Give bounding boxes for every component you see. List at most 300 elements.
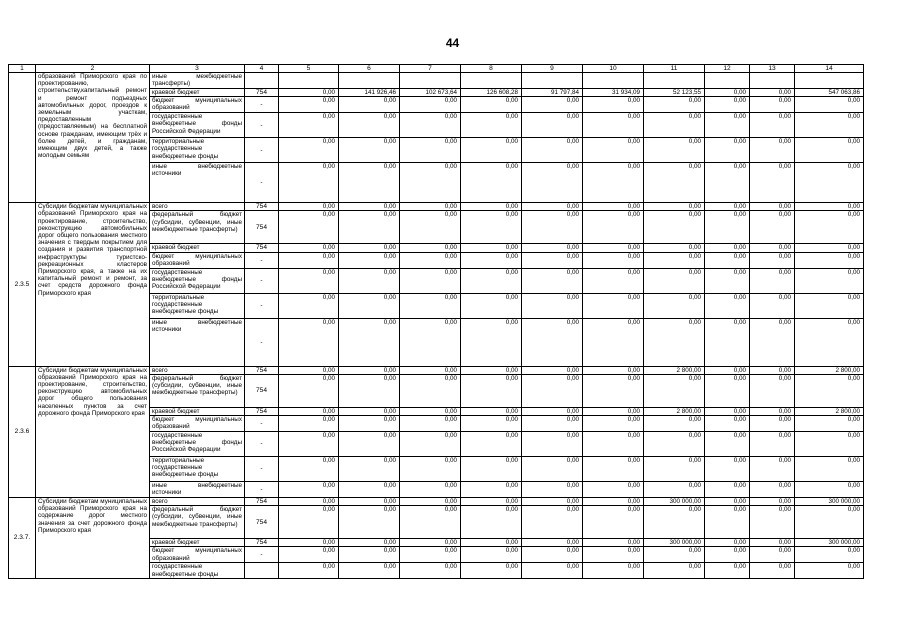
funding-source: государственные внебюджетные фонды Российской Федерации [150, 432, 245, 457]
item-description: Субсидии бюджетам муниципальных образований Приморского края на проектирование, строительство, реконструкцию автомобильных дорог общего пользования местного значения с твердым покрытием для создания и развития транспортной инфраструктуры туристско- рекреационных кластеров Приморского края, а также на их капитальный ремонт и ремонт, за счет средств дорожного фонда Приморского края [36, 203, 150, 366]
value-cell: 0,00 [400, 432, 461, 457]
value-cell: 0,00 [705, 432, 750, 457]
value-cell: 0,00 [400, 268, 461, 293]
funding-source: всего [150, 203, 245, 211]
value-cell: 0,00 [339, 203, 400, 211]
value-cell [461, 73, 522, 89]
funding-source: территориальные государственные внебюджетные фонды [150, 138, 245, 163]
value-cell: 0,00 [400, 163, 461, 203]
header-cell: 8 [461, 65, 522, 73]
value-cell: 0,00 [750, 407, 795, 415]
value-cell: 300 000,00 [795, 539, 864, 547]
header-row [9, 65, 864, 73]
value-cell: 0,00 [339, 563, 400, 578]
value-cell: 0,00 [750, 293, 795, 318]
value-cell: 0,00 [279, 138, 339, 163]
funding-source: всего [150, 498, 245, 506]
value-cell: 0,00 [400, 244, 461, 252]
value-cell: 0,00 [583, 482, 644, 498]
value-cell: 0,00 [644, 547, 705, 563]
page-number: 44 [445, 36, 460, 50]
value-cell: 0,00 [339, 547, 400, 563]
funding-source: иные внебюджетные источники [150, 318, 245, 366]
value-cell: 0,00 [522, 113, 583, 138]
admin-code: 754 [245, 203, 279, 211]
value-cell: 0,00 [522, 163, 583, 203]
value-cell: 0,00 [400, 547, 461, 563]
value-cell: 0,00 [795, 506, 864, 539]
value-cell: 0,00 [461, 416, 522, 432]
value-cell: 0,00 [279, 203, 339, 211]
value-cell: 0,00 [461, 244, 522, 252]
value-cell: 0,00 [279, 252, 339, 268]
funding-source: федеральный бюджет (субсидии, субвенции, иные межбюджетные трансферты) [150, 374, 245, 407]
value-cell: 0,00 [705, 407, 750, 415]
value-cell: 0,00 [400, 113, 461, 138]
admin-code [245, 563, 279, 578]
header-cell: 14 [795, 65, 864, 73]
funding-source: бюджет муниципальных образований [150, 252, 245, 268]
value-cell: 0,00 [705, 482, 750, 498]
value-cell: 0,00 [705, 268, 750, 293]
value-cell: 0,00 [705, 293, 750, 318]
value-cell: 0,00 [522, 432, 583, 457]
funding-source: бюджет муниципальных образований [150, 416, 245, 432]
value-cell: 0,00 [279, 268, 339, 293]
value-cell: 0,00 [279, 416, 339, 432]
funding-source: государственные внебюджетные фонды [150, 563, 245, 578]
value-cell: 0,00 [339, 97, 400, 113]
value-cell: 0,00 [279, 293, 339, 318]
value-cell: 0,00 [522, 318, 583, 366]
value-cell: 0,00 [279, 211, 339, 244]
value-cell: 0,00 [705, 318, 750, 366]
value-cell: 0,00 [522, 482, 583, 498]
value-cell: 0,00 [279, 498, 339, 506]
value-cell: 0,00 [339, 244, 400, 252]
value-cell: 0,00 [339, 407, 400, 415]
value-cell: 300 000,00 [795, 498, 864, 506]
funding-source: краевой бюджет [150, 539, 245, 547]
value-cell: 0,00 [400, 252, 461, 268]
value-cell: 0,00 [705, 138, 750, 163]
value-cell: 0,00 [750, 457, 795, 482]
value-cell: 0,00 [461, 498, 522, 506]
item-number: 2.3.7. [9, 498, 36, 579]
value-cell: 0,00 [795, 211, 864, 244]
admin-code: - [245, 268, 279, 293]
value-cell: 0,00 [339, 113, 400, 138]
value-cell: 0,00 [522, 244, 583, 252]
value-cell: 0,00 [795, 318, 864, 366]
value-cell: 0,00 [583, 432, 644, 457]
value-cell: 0,00 [461, 539, 522, 547]
value-cell: 0,00 [400, 203, 461, 211]
value-cell: 0,00 [750, 366, 795, 374]
admin-code: 754 [245, 374, 279, 407]
value-cell [583, 73, 644, 89]
funding-source: краевой бюджет [150, 407, 245, 415]
value-cell: 0,00 [795, 252, 864, 268]
value-cell: 0,00 [339, 457, 400, 482]
value-cell: 0,00 [795, 457, 864, 482]
value-cell: 0,00 [522, 268, 583, 293]
value-cell: 0,00 [705, 244, 750, 252]
funding-source: федеральный бюджет (субсидии, субвенции, иные межбюджетные трансферты) [150, 506, 245, 539]
value-cell: 0,00 [583, 416, 644, 432]
value-cell: 0,00 [522, 203, 583, 211]
value-cell: 126 608,28 [461, 89, 522, 97]
value-cell: 0,00 [705, 113, 750, 138]
admin-code: - [245, 252, 279, 268]
value-cell: 0,00 [750, 244, 795, 252]
value-cell: 0,00 [339, 163, 400, 203]
value-cell: 0,00 [461, 97, 522, 113]
value-cell: 0,00 [644, 374, 705, 407]
item-number: 2.3.6 [9, 366, 36, 497]
value-cell: 0,00 [583, 506, 644, 539]
header-cell: 9 [522, 65, 583, 73]
value-cell: 0,00 [461, 252, 522, 268]
value-cell: 0,00 [583, 563, 644, 578]
value-cell: 0,00 [583, 163, 644, 203]
admin-code: - [245, 293, 279, 318]
value-cell [400, 73, 461, 89]
funding-source: краевой бюджет [150, 244, 245, 252]
value-cell: 0,00 [750, 268, 795, 293]
value-cell: 300 000,00 [644, 539, 705, 547]
value-cell: 0,00 [400, 563, 461, 578]
value-cell: 0,00 [750, 252, 795, 268]
value-cell: 0,00 [279, 563, 339, 578]
value-cell: 0,00 [705, 547, 750, 563]
value-cell: 0,00 [644, 163, 705, 203]
value-cell: 0,00 [644, 293, 705, 318]
value-cell: 0,00 [339, 293, 400, 318]
value-cell: 0,00 [795, 547, 864, 563]
header-cell: 1 [9, 65, 36, 73]
value-cell: 0,00 [522, 211, 583, 244]
table-row [9, 203, 864, 211]
value-cell: 0,00 [522, 547, 583, 563]
funding-source: всего [150, 366, 245, 374]
value-cell: 0,00 [644, 268, 705, 293]
value-cell: 0,00 [705, 416, 750, 432]
value-cell: 0,00 [400, 482, 461, 498]
header-cell: 5 [279, 65, 339, 73]
item-description: Субсидии бюджетам муниципальных образований Приморского края на содержание дорог местного значения за счет дорожного фонда Приморского края [36, 498, 150, 579]
value-cell: 0,00 [461, 482, 522, 498]
value-cell: 0,00 [339, 506, 400, 539]
funding-source: иные межбюджетные трансферты) [150, 73, 245, 89]
value-cell: 0,00 [644, 432, 705, 457]
value-cell: 0,00 [339, 252, 400, 268]
admin-code: 754 [245, 407, 279, 415]
value-cell: 0,00 [279, 244, 339, 252]
value-cell: 0,00 [461, 366, 522, 374]
value-cell: 141 926,46 [339, 89, 400, 97]
value-cell: 2 800,00 [795, 366, 864, 374]
value-cell: 0,00 [583, 457, 644, 482]
value-cell: 0,00 [279, 457, 339, 482]
value-cell: 0,00 [705, 506, 750, 539]
header-cell: 2 [36, 65, 150, 73]
value-cell: 0,00 [339, 366, 400, 374]
value-cell: 0,00 [461, 547, 522, 563]
value-cell: 0,00 [795, 293, 864, 318]
value-cell: 0,00 [795, 97, 864, 113]
value-cell: 0,00 [750, 138, 795, 163]
value-cell: 0,00 [705, 498, 750, 506]
value-cell: 0,00 [750, 416, 795, 432]
value-cell: 0,00 [795, 203, 864, 211]
header-cell: 10 [583, 65, 644, 73]
value-cell: 0,00 [461, 203, 522, 211]
header-cell: 6 [339, 65, 400, 73]
admin-code [245, 73, 279, 89]
funding-source: федеральный бюджет (субсидии, субвенции, иные межбюджетные трансферты) [150, 211, 245, 244]
value-cell: 0,00 [279, 539, 339, 547]
value-cell: 0,00 [795, 138, 864, 163]
value-cell: 0,00 [644, 113, 705, 138]
header-cell: 12 [705, 65, 750, 73]
value-cell [522, 73, 583, 89]
value-cell: 0,00 [795, 416, 864, 432]
budget-table [8, 64, 864, 579]
admin-code: 754 [245, 244, 279, 252]
value-cell: 0,00 [400, 457, 461, 482]
value-cell: 0,00 [583, 203, 644, 211]
value-cell: 0,00 [795, 482, 864, 498]
value-cell: 0,00 [279, 547, 339, 563]
value-cell: 102 673,64 [400, 89, 461, 97]
value-cell: 0,00 [279, 318, 339, 366]
value-cell: 0,00 [461, 506, 522, 539]
item-description: образований Приморского края по проектированию, строительству,капитальный ремонт и ремонт подъездных автомобильных дорог, проездов к земельным участкам, предоставленным (предоставляемым) на бесплатной основе гражданам, имеющим трёх и более детей, и гражданам, имеющим двух детей, а также молодым семьям [36, 73, 150, 203]
value-cell: 0,00 [750, 506, 795, 539]
value-cell: 0,00 [583, 293, 644, 318]
value-cell: 0,00 [279, 163, 339, 203]
value-cell: 0,00 [461, 211, 522, 244]
value-cell: 0,00 [400, 138, 461, 163]
value-cell: 0,00 [750, 432, 795, 457]
value-cell: 0,00 [400, 506, 461, 539]
value-cell: 0,00 [583, 366, 644, 374]
value-cell: 0,00 [400, 211, 461, 244]
admin-code: - [245, 163, 279, 203]
value-cell: 0,00 [279, 89, 339, 97]
value-cell: 31 934,09 [583, 89, 644, 97]
value-cell: 0,00 [795, 432, 864, 457]
value-cell: 0,00 [705, 252, 750, 268]
value-cell: 0,00 [400, 318, 461, 366]
value-cell: 0,00 [279, 432, 339, 457]
value-cell: 0,00 [750, 547, 795, 563]
value-cell: 0,00 [339, 539, 400, 547]
value-cell: 0,00 [644, 211, 705, 244]
value-cell: 0,00 [750, 563, 795, 578]
funding-source: иные внебюджетные источники [150, 163, 245, 203]
value-cell: 0,00 [461, 163, 522, 203]
admin-code: - [245, 457, 279, 482]
value-cell: 0,00 [644, 482, 705, 498]
admin-code: - [245, 547, 279, 563]
admin-code: 754 [245, 498, 279, 506]
value-cell [795, 73, 864, 89]
funding-source: государственные внебюджетные фонды Российской Федерации [150, 268, 245, 293]
value-cell: 0,00 [750, 97, 795, 113]
value-cell: 0,00 [705, 366, 750, 374]
value-cell: 0,00 [522, 506, 583, 539]
header-cell: 11 [644, 65, 705, 73]
value-cell: 0,00 [644, 138, 705, 163]
value-cell: 0,00 [750, 539, 795, 547]
table-row [9, 498, 864, 506]
value-cell: 0,00 [644, 318, 705, 366]
value-cell: 0,00 [705, 539, 750, 547]
header-cell: 4 [245, 65, 279, 73]
admin-code: - [245, 97, 279, 113]
admin-code: - [245, 113, 279, 138]
value-cell: 0,00 [644, 416, 705, 432]
value-cell: 0,00 [750, 318, 795, 366]
value-cell: 0,00 [279, 482, 339, 498]
value-cell: 0,00 [583, 547, 644, 563]
value-cell: 0,00 [750, 113, 795, 138]
admin-code: - [245, 432, 279, 457]
admin-code: - [245, 138, 279, 163]
value-cell: 0,00 [461, 318, 522, 366]
value-cell: 0,00 [400, 407, 461, 415]
value-cell: 2 800,00 [644, 366, 705, 374]
item-number [9, 73, 36, 203]
value-cell: 0,00 [461, 113, 522, 138]
value-cell: 0,00 [583, 498, 644, 506]
admin-code: - [245, 482, 279, 498]
value-cell: 2 800,00 [644, 407, 705, 415]
value-cell: 0,00 [583, 407, 644, 415]
value-cell: 0,00 [279, 407, 339, 415]
value-cell: 0,00 [705, 563, 750, 578]
admin-code: 754 [245, 506, 279, 539]
value-cell: 0,00 [750, 89, 795, 97]
value-cell: 0,00 [795, 268, 864, 293]
value-cell: 0,00 [644, 203, 705, 211]
value-cell: 0,00 [339, 482, 400, 498]
value-cell: 0,00 [583, 244, 644, 252]
value-cell [644, 73, 705, 89]
value-cell [705, 73, 750, 89]
value-cell: 0,00 [522, 416, 583, 432]
value-cell: 52 123,55 [644, 89, 705, 97]
header-cell: 7 [400, 65, 461, 73]
value-cell: 0,00 [795, 374, 864, 407]
value-cell: 0,00 [750, 211, 795, 244]
value-cell: 0,00 [339, 432, 400, 457]
value-cell: 0,00 [400, 293, 461, 318]
value-cell: 0,00 [400, 374, 461, 407]
value-cell: 0,00 [750, 498, 795, 506]
value-cell: 0,00 [339, 318, 400, 366]
value-cell: 0,00 [461, 293, 522, 318]
value-cell: 0,00 [583, 268, 644, 293]
value-cell: 2 800,00 [795, 407, 864, 415]
header-cell: 13 [750, 65, 795, 73]
value-cell: 0,00 [522, 293, 583, 318]
value-cell: 547 063,86 [795, 89, 864, 97]
value-cell: 0,00 [522, 563, 583, 578]
value-cell: 0,00 [522, 539, 583, 547]
value-cell: 0,00 [279, 374, 339, 407]
funding-source: территориальные государственные внебюджетные фонды [150, 293, 245, 318]
value-cell: 0,00 [644, 252, 705, 268]
value-cell: 0,00 [705, 89, 750, 97]
value-cell: 0,00 [750, 163, 795, 203]
value-cell: 0,00 [644, 244, 705, 252]
value-cell: 0,00 [795, 244, 864, 252]
funding-source: территориальные государственные внебюджетные фонды [150, 457, 245, 482]
value-cell: 0,00 [339, 211, 400, 244]
admin-code: 754 [245, 89, 279, 97]
value-cell: 0,00 [644, 457, 705, 482]
admin-code: 754 [245, 366, 279, 374]
value-cell: 0,00 [644, 506, 705, 539]
funding-source: бюджет муниципальных образований [150, 97, 245, 113]
value-cell: 0,00 [339, 498, 400, 506]
value-cell: 0,00 [522, 407, 583, 415]
value-cell: 0,00 [400, 498, 461, 506]
value-cell: 0,00 [400, 539, 461, 547]
funding-source: государственные внебюджетные фонды Российской Федерации [150, 113, 245, 138]
value-cell: 0,00 [339, 138, 400, 163]
value-cell: 0,00 [750, 203, 795, 211]
value-cell: 91 797,84 [522, 89, 583, 97]
item-description: Субсидии бюджетам муниципальных образований Приморского края на проектирование, строительство, реконструкцию автомобильных дорог общего пользования населенных пунктов за счет дорожного фонда Приморского края [36, 366, 150, 497]
value-cell: 0,00 [644, 563, 705, 578]
value-cell: 0,00 [339, 268, 400, 293]
value-cell: 0,00 [400, 97, 461, 113]
value-cell: 0,00 [279, 366, 339, 374]
funding-source: иные внебюджетные источники [150, 482, 245, 498]
value-cell: 0,00 [522, 252, 583, 268]
admin-code: 754 [245, 539, 279, 547]
value-cell: 0,00 [705, 163, 750, 203]
value-cell: 0,00 [461, 563, 522, 578]
funding-source: краевой бюджет [150, 89, 245, 97]
value-cell [339, 73, 400, 89]
admin-code: - [245, 318, 279, 366]
value-cell: 0,00 [795, 113, 864, 138]
item-number: 2.3.5 [9, 203, 36, 366]
value-cell: 0,00 [583, 138, 644, 163]
value-cell: 0,00 [583, 97, 644, 113]
value-cell: 0,00 [522, 457, 583, 482]
value-cell: 0,00 [750, 482, 795, 498]
value-cell: 0,00 [461, 457, 522, 482]
table-row [9, 366, 864, 374]
value-cell: 0,00 [522, 97, 583, 113]
value-cell: 0,00 [705, 211, 750, 244]
value-cell: 0,00 [461, 268, 522, 293]
value-cell: 300 000,00 [644, 498, 705, 506]
value-cell: 0,00 [644, 97, 705, 113]
value-cell: 0,00 [461, 138, 522, 163]
value-cell: 0,00 [795, 163, 864, 203]
value-cell: 0,00 [522, 366, 583, 374]
value-cell: 0,00 [339, 416, 400, 432]
table-row [9, 73, 864, 89]
value-cell [750, 73, 795, 89]
